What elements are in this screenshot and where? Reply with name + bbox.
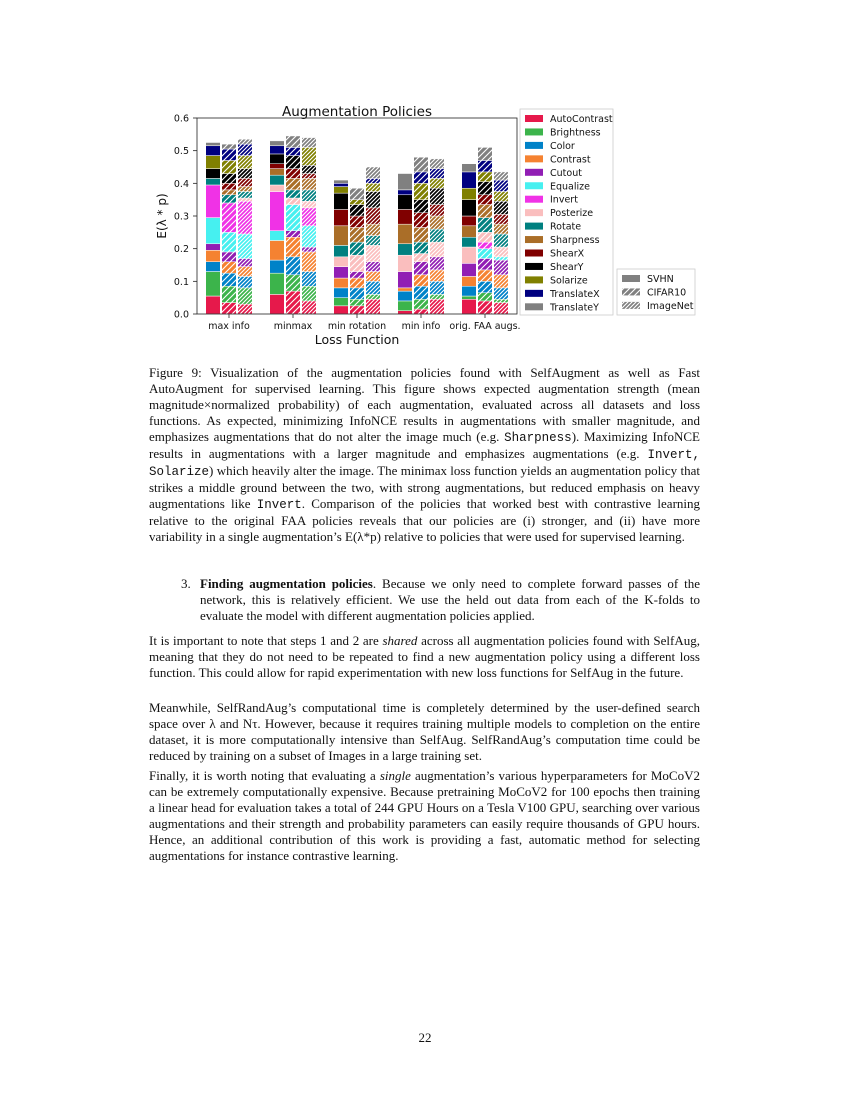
bar-segment-contrast-svhn (398, 288, 413, 291)
bar-hatch-overlay (494, 299, 509, 302)
bar-hatch-overlay (478, 270, 493, 281)
bar-segment-sharpness-svhn (462, 226, 477, 237)
bar-hatch-overlay (286, 156, 301, 169)
bar-segment-rotate-svhn (462, 237, 477, 247)
p1-text-b: across all augmentation policies found with SelfAug, meaning that they do not need to be repeated to find a new augmentation policy using a different loss function. This could allow for rapid experimentation with new loss functions for SelfAug in the future. (149, 633, 700, 680)
bar-hatch-overlay (366, 272, 381, 282)
x-tick-label: orig. FAA augs. (449, 321, 521, 332)
bar-hatch-overlay (238, 192, 253, 199)
bar-hatch-overlay (222, 183, 237, 190)
bar-hatch-overlay (494, 214, 509, 224)
bar-hatch-overlay (302, 147, 317, 165)
bar-segment-autocontrast-svhn (270, 294, 285, 314)
bar-segment-translatey-svhn (270, 141, 285, 146)
caption-code-invert-solarize: Invert, Solarize (149, 448, 701, 479)
bar-hatch-overlay (366, 224, 381, 235)
bar-segment-shearx-svhn (462, 216, 477, 226)
legend-swatch-sharpness (525, 236, 543, 243)
y-tick-label: 0.2 (173, 244, 189, 256)
bar-hatch-overlay (238, 267, 253, 277)
bar-hatch-overlay (222, 252, 237, 262)
bar-hatch-overlay (430, 178, 445, 188)
bar-hatch-overlay (222, 203, 237, 232)
bar-segment-color-svhn (334, 288, 349, 298)
legend-swatch-cutout (525, 169, 543, 176)
bar-segment-equalize-svhn (270, 231, 285, 241)
legend-label-cifar10: CIFAR10 (647, 287, 687, 299)
bar-segment-rotate-svhn (270, 175, 285, 185)
bar-segment-posterize-svhn (334, 257, 349, 267)
bar-hatch-overlay (222, 303, 237, 314)
bar-segment-equalize-svhn (206, 218, 221, 244)
bar-hatch-overlay (478, 182, 493, 195)
bar-hatch-overlay (350, 242, 365, 255)
bar-hatch-overlay (222, 190, 237, 195)
bar-segment-translatex-svhn (398, 190, 413, 195)
bar-hatch-overlay (238, 276, 253, 287)
bar-segment-color-svhn (462, 286, 477, 296)
bar-hatch-overlay (430, 188, 445, 204)
legend-label-invert: Invert (550, 194, 578, 206)
chart-title: Augmentation Policies (281, 104, 433, 120)
bar-hatch-overlay (238, 234, 253, 259)
bar-hatch-overlay (238, 304, 253, 314)
bar-segment-cutout-svhn (462, 263, 477, 276)
bar-segment-sheary-svhn (206, 169, 221, 179)
x-tick-label: min rotation (327, 321, 387, 332)
legend-swatch-contrast (525, 155, 543, 162)
bar-hatch-overlay (430, 169, 445, 179)
bar-hatch-overlay (238, 288, 253, 304)
bar-hatch-overlay (302, 272, 317, 287)
bar-hatch-overlay (478, 242, 493, 249)
bar-hatch-overlay (238, 144, 253, 155)
bar-hatch-overlay (286, 291, 301, 314)
bar-hatch-overlay (478, 172, 493, 182)
bar-segment-brightness-svhn (270, 273, 285, 294)
bar-hatch-overlay (350, 188, 365, 199)
bar-hatch-overlay (478, 232, 493, 242)
bar-hatch-overlay (350, 306, 365, 314)
bar-hatch-overlay (414, 172, 429, 183)
bar-segment-sharpness-svhn (334, 226, 349, 246)
bar-hatch-overlay (286, 275, 301, 291)
bar-segment-solarize-svhn (334, 187, 349, 194)
bar-segment-autocontrast-svhn (398, 311, 413, 314)
bar-hatch-overlay (430, 159, 445, 169)
bar-hatch-overlay (222, 232, 237, 252)
bar-hatch-overlay (222, 144, 237, 149)
bar-hatch-overlay (366, 245, 381, 261)
list-item-title: Finding augmentation policies (200, 576, 373, 591)
p3-emphasis: single (379, 768, 411, 783)
caption-text-2: ). Maximizing InfoNCE results in augmentations with a larger magnitude and emphasizes augmentations (e.g. (149, 429, 700, 461)
bar-segment-rotate-svhn (398, 244, 413, 255)
y-tick-label: 0.0 (173, 309, 189, 321)
bar-hatch-overlay (366, 183, 381, 191)
bar-hatch-overlay (222, 262, 237, 273)
bar-segment-translatex-svhn (270, 146, 285, 154)
caption-label: Figure 9: (149, 365, 202, 380)
bar-segment-posterize-svhn (398, 255, 413, 271)
p1-emphasis: shared (382, 633, 418, 648)
bar-segment-translatey-svhn (462, 164, 477, 172)
bar-hatch-overlay (494, 180, 509, 191)
bar-hatch-overlay (494, 172, 509, 180)
bar-hatch-overlay (414, 286, 429, 299)
bar-segment-color-svhn (270, 260, 285, 273)
bar-hatch-overlay (478, 301, 493, 314)
legend-swatch-autocontrast (525, 115, 543, 122)
bar-hatch-overlay (302, 226, 317, 247)
bar-hatch-overlay (366, 192, 381, 208)
legend-label-sheary: ShearY (550, 261, 584, 273)
bar-hatch-overlay (414, 309, 429, 314)
bar-segment-cutout-svhn (206, 244, 221, 251)
paragraph-selfrandaug (149, 700, 700, 764)
bar-segment-autocontrast-svhn (334, 306, 349, 314)
bar-segment-sheary-svhn (334, 193, 349, 209)
legend-swatch-brightness (525, 128, 543, 135)
bar-segment-posterize-svhn (270, 185, 285, 192)
y-axis-label: E(λ * p) (155, 193, 169, 239)
paragraph-cost (149, 768, 700, 864)
legend-swatch-translatey (525, 303, 543, 310)
bar-hatch-overlay (414, 200, 429, 213)
bar-segment-sheary-svhn (462, 200, 477, 216)
bar-hatch-overlay (494, 288, 509, 299)
bar-segment-invert-svhn (206, 185, 221, 218)
legend-label-translatey: TranslateY (550, 302, 599, 314)
bar-hatch-overlay (302, 208, 317, 226)
bar-hatch-overlay (494, 303, 509, 314)
y-tick-label: 0.4 (173, 178, 189, 190)
bar-hatch-overlay (478, 249, 493, 259)
bar-hatch-overlay (302, 201, 317, 208)
bar-hatch-overlay (478, 147, 493, 160)
bar-hatch-overlay (478, 281, 493, 292)
bar-hatch-overlay (494, 275, 509, 288)
bar-hatch-overlay (414, 242, 429, 253)
list-number: 3. (181, 576, 191, 591)
bar-hatch-overlay (478, 258, 493, 269)
legend-label-posterize: Posterize (550, 208, 594, 220)
legend-hatch-imagenet (622, 302, 640, 309)
p3-text-b: augmentation’s various hyperparameters for MoCoV2 can be extremely computationally expensive. Because pretraining MoCoV2 for 100 epochs then training a linear head for evaluation takes a total of 244 GPU Hours on a Tesla V100 GPU, searching over various augmentations and their strength and probability parameters can easily require thousands of GPU hours. Hence, an additional contribution of this work is providing a fast, automatic method for selecting augmentations for instance contrastive learning. (149, 768, 700, 863)
bar-segment-translatey-svhn (206, 143, 221, 146)
bar-segment-contrast-svhn (270, 241, 285, 261)
bar-hatch-overlay (494, 201, 509, 214)
bar-hatch-overlay (222, 149, 237, 160)
bar-hatch-overlay (414, 157, 429, 172)
bar-hatch-overlay (222, 273, 237, 286)
bar-hatch-overlay (302, 174, 317, 179)
y-tick-label: 0.5 (173, 146, 189, 158)
bar-segment-sheary-svhn (398, 195, 413, 210)
paragraph-shared-steps (149, 633, 700, 681)
bar-segment-contrast-svhn (462, 276, 477, 286)
y-tick-label: 0.6 (173, 113, 189, 125)
bar-segment-solarize-svhn (206, 156, 221, 169)
legend-hatch-cifar10 (622, 288, 640, 295)
legend-label-equalize: Equalize (550, 181, 590, 193)
bar-hatch-overlay (302, 252, 317, 272)
bar-hatch-overlay (478, 293, 493, 301)
bar-segment-sharpness-svhn (270, 169, 285, 176)
bar-segment-rotate-svhn (206, 178, 221, 185)
legend-label-autocontrast: AutoContrast (550, 114, 613, 125)
bar-hatch-overlay (238, 187, 253, 192)
bar-hatch-overlay (286, 231, 301, 238)
x-tick-label: max info (208, 321, 250, 332)
bar-hatch-overlay (302, 178, 317, 189)
bar-hatch-overlay (414, 213, 429, 228)
bar-hatch-overlay (366, 236, 381, 246)
bar-hatch-overlay (366, 178, 381, 183)
bar-segment-posterize-svhn (462, 247, 477, 263)
bar-hatch-overlay (414, 275, 429, 286)
bar-hatch-overlay (366, 262, 381, 272)
bar-hatch-overlay (430, 216, 445, 229)
bar-hatch-overlay (478, 218, 493, 233)
p2-text: Meanwhile, SelfRandAug’s computational time is completely determined by the user-defined search space over λ and Nτ. However, because it requires training multiple models to completion on the entire dataset, it is more computationally intensive than SelfAug. SelfRandAug’s computation time could be reduced by training on a subset of Images in a large training set. (149, 700, 700, 763)
bar-hatch-overlay (302, 247, 317, 252)
bar-segment-translatex-svhn (334, 183, 349, 186)
y-tick-label: 0.3 (173, 211, 189, 223)
bar-segment-sheary-svhn (270, 154, 285, 164)
bar-hatch-overlay (222, 174, 237, 184)
legend-label-imagenet: ImageNet (647, 300, 694, 312)
bar-segment-cutout-svhn (398, 272, 413, 288)
bar-segment-shearx-svhn (398, 209, 413, 224)
bar-hatch-overlay (350, 278, 365, 288)
bar-hatch-overlay (286, 136, 301, 147)
bar-segment-solarize-svhn (462, 188, 477, 199)
bar-segment-shearx-svhn (334, 209, 349, 225)
legend-swatch-solarize (525, 276, 543, 283)
legend-label-rotate: Rotate (550, 221, 582, 233)
bar-hatch-overlay (430, 205, 445, 216)
bar-segment-invert-svhn (270, 192, 285, 231)
bar-segment-color-svhn (398, 291, 413, 301)
legend-label-svhn: SVHN (647, 274, 674, 285)
bar-hatch-overlay (286, 198, 301, 205)
bar-hatch-overlay (494, 234, 509, 247)
legend-swatch-sheary (525, 263, 543, 270)
caption-text-4: . Comparison of the policies that worked best with contrastive learning relative to the original FAA policies reveals that our policies are (i) stronger, and (ii) have more variability in a single augmentation’s E(λ*p) relative to policies that were used for supervised learning. (149, 496, 701, 544)
bar-hatch-overlay (494, 257, 509, 260)
legend-label-contrast: Contrast (550, 154, 591, 166)
bar-hatch-overlay (430, 242, 445, 257)
bar-segment-brightness-svhn (398, 301, 413, 311)
bar-hatch-overlay (430, 299, 445, 314)
bar-hatch-overlay (302, 190, 317, 201)
bar-hatch-overlay (302, 286, 317, 301)
bar-hatch-overlay (238, 258, 253, 266)
bar-hatch-overlay (350, 200, 365, 205)
bar-hatch-overlay (302, 301, 317, 314)
bar-hatch-overlay (366, 208, 381, 224)
legend-swatch-svhn (622, 275, 640, 282)
caption-text-3: ) which heavily alter the image. The minimax loss function yields an augmentation policy that strikes a middle ground between the two, with strong augmentations, but reduced emphasis on heavy augmentations like (149, 463, 700, 511)
caption-code-invert: Invert (256, 498, 302, 512)
bar-hatch-overlay (350, 299, 365, 306)
bar-hatch-overlay (286, 257, 301, 275)
legend-label-cutout: Cutout (550, 167, 582, 179)
bar-segment-translatex-svhn (462, 172, 477, 188)
list-item-text: . Because we only need to complete forward passes of the network, this is relatively efficient. We use the held out data from each of the K-folds to evaluate the model with different augmentation policies applied. (200, 576, 701, 623)
bar-segment-rotate-svhn (334, 245, 349, 256)
bar-hatch-overlay (350, 205, 365, 216)
bar-hatch-overlay (222, 160, 237, 173)
legend-label-translatex: TranslateX (550, 288, 600, 300)
bar-hatch-overlay (478, 195, 493, 205)
bar-hatch-overlay (238, 201, 253, 234)
bar-hatch-overlay (286, 205, 301, 231)
bar-segment-autocontrast-svhn (462, 299, 477, 314)
bar-hatch-overlay (222, 195, 237, 203)
bar-hatch-overlay (414, 227, 429, 242)
bar-hatch-overlay (494, 247, 509, 257)
p3-text-a: Finally, it is worth noting that evaluating a (149, 768, 376, 783)
bar-hatch-overlay (350, 216, 365, 227)
bar-hatch-overlay (350, 272, 365, 279)
bar-hatch-overlay (366, 299, 381, 314)
bar-hatch-overlay (494, 224, 509, 234)
x-tick-label: min info (401, 321, 441, 332)
bar-segment-contrast-svhn (206, 250, 221, 261)
bar-segment-translatey-svhn (398, 174, 413, 190)
bar-segment-translatex-svhn (206, 146, 221, 156)
bar-hatch-overlay (350, 255, 365, 271)
bar-hatch-overlay (238, 178, 253, 186)
bar-segment-autocontrast-svhn (206, 296, 221, 314)
bar-hatch-overlay (302, 138, 317, 148)
bar-hatch-overlay (478, 205, 493, 218)
bar-hatch-overlay (238, 139, 253, 144)
x-axis-label: Loss Function (314, 332, 400, 347)
bar-hatch-overlay (494, 192, 509, 202)
bar-segment-brightness-svhn (462, 296, 477, 299)
legend-swatch-posterize (525, 209, 543, 216)
bar-segment-translatey-svhn (334, 180, 349, 183)
legend-swatch-color (525, 142, 543, 149)
caption-text-1: Visualization of the augmentation policies found with SelfAugment as well as Fast AutoAugment for supervised learning. This figure shows expected augmentation strength (mean magnitude×normalized probability) of each augmentation, evaluated across all datasets and loss functions. As expected, minimizing InfoNCE results in augmentations with smaller magnitude, and emphasizes augmentations that do not alter the image much (e.g. (149, 365, 700, 444)
bar-hatch-overlay (414, 183, 429, 199)
legend-swatch-invert (525, 196, 543, 203)
legend-label-brightness: Brightness (550, 127, 601, 139)
bar-hatch-overlay (222, 286, 237, 302)
bar-hatch-overlay (366, 294, 381, 299)
bar-hatch-overlay (286, 147, 301, 155)
caption-code-sharpness: Sharpness (504, 431, 572, 445)
bar-hatch-overlay (494, 260, 509, 275)
bar-hatch-overlay (238, 169, 253, 179)
bar-hatch-overlay (302, 165, 317, 173)
legend-label-shearx: ShearX (550, 248, 585, 260)
legend-label-color: Color (550, 140, 575, 152)
bar-hatch-overlay (430, 229, 445, 242)
bar-segment-cutout-svhn (334, 267, 349, 278)
bar-hatch-overlay (414, 299, 429, 309)
bar-hatch-overlay (430, 257, 445, 270)
bar-hatch-overlay (414, 262, 429, 275)
bar-hatch-overlay (350, 227, 365, 242)
bar-segment-brightness-svhn (206, 272, 221, 297)
page-number: 22 (418, 1030, 432, 1045)
bar-hatch-overlay (430, 281, 445, 294)
legend-swatch-rotate (525, 223, 543, 230)
bar-hatch-overlay (366, 281, 381, 294)
bar-hatch-overlay (366, 167, 381, 178)
legend-swatch-equalize (525, 182, 543, 189)
chart-canvas (150, 96, 700, 358)
bar-segment-color-svhn (206, 262, 221, 272)
bar-hatch-overlay (414, 254, 429, 262)
bar-hatch-overlay (286, 237, 301, 257)
legend-swatch-shearx (525, 250, 543, 257)
x-tick-label: minmax (273, 321, 313, 332)
legend-swatch-translatex (525, 290, 543, 297)
bar-hatch-overlay (238, 156, 253, 169)
legend-label-sharpness: Sharpness (550, 235, 600, 247)
p1-text-a: It is important to note that steps 1 and 2 are (149, 633, 379, 648)
augmentation-policies-chart (150, 96, 700, 358)
bar-segment-contrast-svhn (334, 278, 349, 288)
bar-hatch-overlay (238, 198, 253, 201)
list-item-finding-policies (200, 576, 700, 624)
bar-hatch-overlay (430, 294, 445, 299)
bar-hatch-overlay (430, 270, 445, 281)
bar-hatch-overlay (478, 160, 493, 171)
bar-segment-shearx-svhn (270, 164, 285, 169)
bar-segment-brightness-svhn (334, 298, 349, 306)
bar-segment-sharpness-svhn (398, 224, 413, 244)
bar-hatch-overlay (286, 178, 301, 189)
bar-hatch-overlay (286, 190, 301, 198)
figure-caption (149, 365, 700, 545)
bar-hatch-overlay (350, 288, 365, 299)
bar-hatch-overlay (286, 169, 301, 179)
legend-label-solarize: Solarize (550, 275, 588, 287)
y-tick-label: 0.1 (173, 276, 189, 288)
